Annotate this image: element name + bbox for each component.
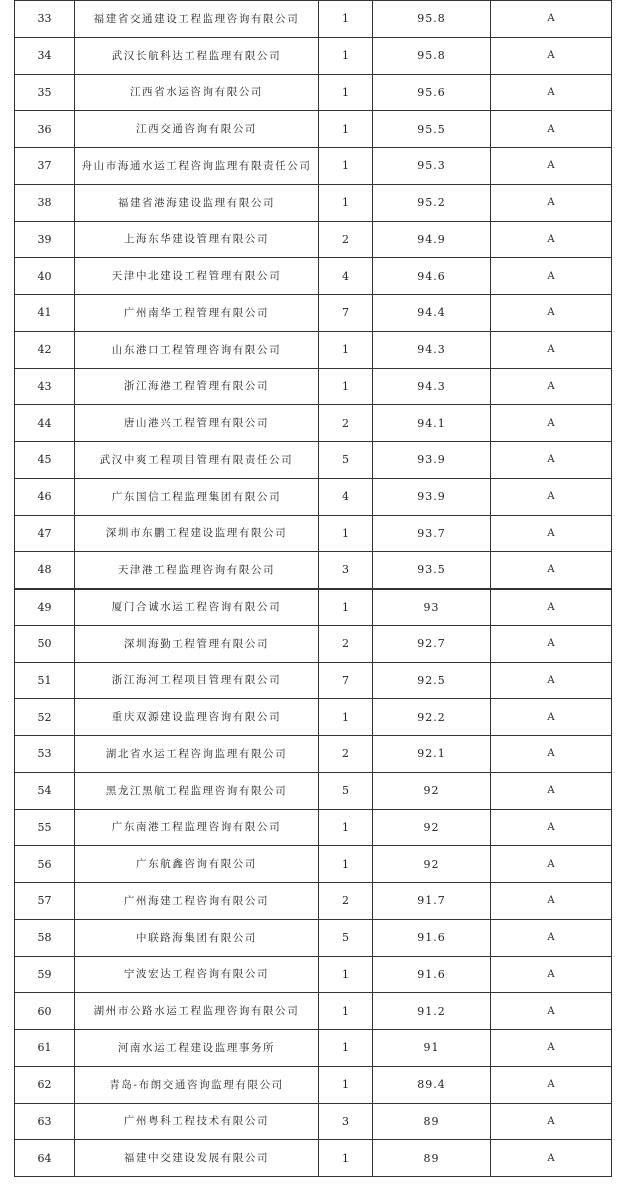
row-number: 43 [15, 368, 75, 405]
credit-grade: A [491, 442, 612, 479]
credit-grade: A [491, 552, 612, 589]
credit-grade: A [491, 1030, 612, 1067]
company-name: 湖北省水运工程咨询监理有限公司 [75, 736, 319, 773]
score: 92 [373, 809, 491, 846]
table-row [15, 442, 612, 479]
company-name: 青岛-布朗交通咨询监理有限公司 [75, 1066, 319, 1103]
score: 93.5 [373, 552, 491, 589]
row-number: 37 [15, 148, 75, 185]
project-count: 2 [319, 625, 373, 662]
credit-grade: A [491, 1066, 612, 1103]
score: 89 [373, 1103, 491, 1140]
company-name: 宁波宏达工程咨询有限公司 [75, 956, 319, 993]
table-row [15, 662, 612, 699]
credit-grade: A [491, 993, 612, 1030]
row-number: 38 [15, 184, 75, 221]
score: 95.2 [373, 184, 491, 221]
score: 95.6 [373, 74, 491, 111]
credit-grade: A [491, 772, 612, 809]
row-number: 39 [15, 221, 75, 258]
project-count: 1 [319, 515, 373, 552]
score: 92.7 [373, 625, 491, 662]
project-count: 1 [319, 368, 373, 405]
row-number: 62 [15, 1066, 75, 1103]
credit-grade: A [491, 368, 612, 405]
credit-grade: A [491, 625, 612, 662]
project-count: 7 [319, 295, 373, 332]
table-row [15, 919, 612, 956]
credit-grade: A [491, 148, 612, 185]
credit-grade: A [491, 184, 612, 221]
row-number: 48 [15, 552, 75, 589]
score: 95.8 [373, 37, 491, 74]
row-number: 42 [15, 331, 75, 368]
ranking-table-body [15, 1, 612, 1177]
project-count: 1 [319, 148, 373, 185]
company-name: 武汉中爽工程项目管理有限责任公司 [75, 442, 319, 479]
table-row [15, 1066, 612, 1103]
table-row [15, 74, 612, 111]
project-count: 1 [319, 1, 373, 38]
score: 91.6 [373, 956, 491, 993]
row-number: 60 [15, 993, 75, 1030]
credit-grade: A [491, 37, 612, 74]
table-row [15, 993, 612, 1030]
company-name: 浙江海河工程项目管理有限公司 [75, 662, 319, 699]
table-row [15, 295, 612, 332]
row-number: 56 [15, 846, 75, 883]
company-name: 广东航鑫咨询有限公司 [75, 846, 319, 883]
company-name: 江西交通咨询有限公司 [75, 111, 319, 148]
credit-grade: A [491, 699, 612, 736]
score: 94.9 [373, 221, 491, 258]
credit-grade: A [491, 956, 612, 993]
project-count: 1 [319, 956, 373, 993]
project-count: 5 [319, 772, 373, 809]
company-name: 中联路海集团有限公司 [75, 919, 319, 956]
company-name: 广州南华工程管理有限公司 [75, 295, 319, 332]
row-number: 53 [15, 736, 75, 773]
credit-grade: A [491, 809, 612, 846]
credit-grade: A [491, 1, 612, 38]
table-row [15, 184, 612, 221]
table-row [15, 258, 612, 295]
project-count: 1 [319, 37, 373, 74]
row-number: 57 [15, 883, 75, 920]
score: 94.1 [373, 405, 491, 442]
score: 91.2 [373, 993, 491, 1030]
credit-grade: A [491, 331, 612, 368]
score: 92 [373, 772, 491, 809]
credit-grade: A [491, 883, 612, 920]
score: 92.2 [373, 699, 491, 736]
company-name: 广州海建工程咨询有限公司 [75, 883, 319, 920]
table-row [15, 883, 612, 920]
project-count: 7 [319, 662, 373, 699]
project-count: 1 [319, 331, 373, 368]
row-number: 52 [15, 699, 75, 736]
project-count: 4 [319, 478, 373, 515]
row-number: 44 [15, 405, 75, 442]
company-name: 武汉长航科达工程监理有限公司 [75, 37, 319, 74]
score: 94.3 [373, 331, 491, 368]
score: 95.5 [373, 111, 491, 148]
row-number: 63 [15, 1103, 75, 1140]
row-number: 58 [15, 919, 75, 956]
company-name: 江西省水运咨询有限公司 [75, 74, 319, 111]
credit-grade: A [491, 662, 612, 699]
table-row [15, 699, 612, 736]
row-number: 64 [15, 1140, 75, 1177]
score: 92.1 [373, 736, 491, 773]
project-count: 1 [319, 111, 373, 148]
project-count: 1 [319, 699, 373, 736]
project-count: 5 [319, 442, 373, 479]
score: 93.9 [373, 478, 491, 515]
row-number: 40 [15, 258, 75, 295]
score: 91 [373, 1030, 491, 1067]
score: 92.5 [373, 662, 491, 699]
table-row [15, 368, 612, 405]
table-row [15, 1103, 612, 1140]
table-row [15, 331, 612, 368]
table-row [15, 221, 612, 258]
project-count: 3 [319, 552, 373, 589]
table-row [15, 478, 612, 515]
company-name: 广东国信工程监理集团有限公司 [75, 478, 319, 515]
table-row [15, 772, 612, 809]
score: 89.4 [373, 1066, 491, 1103]
company-name: 重庆双源建设监理咨询有限公司 [75, 699, 319, 736]
project-count: 2 [319, 736, 373, 773]
company-name: 福建省交通建设工程监理咨询有限公司 [75, 1, 319, 38]
row-number: 54 [15, 772, 75, 809]
company-name: 广东南港工程监理咨询有限公司 [75, 809, 319, 846]
credit-grade: A [491, 1103, 612, 1140]
project-count: 1 [319, 1030, 373, 1067]
table-row [15, 515, 612, 552]
row-number: 36 [15, 111, 75, 148]
credit-grade: A [491, 919, 612, 956]
table-row [15, 1140, 612, 1177]
score: 95.3 [373, 148, 491, 185]
score: 94.3 [373, 368, 491, 405]
ranking-table [14, 0, 612, 1177]
row-number: 50 [15, 625, 75, 662]
table-row [15, 956, 612, 993]
row-number: 51 [15, 662, 75, 699]
project-count: 3 [319, 1103, 373, 1140]
credit-grade: A [491, 478, 612, 515]
project-count: 2 [319, 405, 373, 442]
score: 94.4 [373, 295, 491, 332]
credit-grade: A [491, 1140, 612, 1177]
project-count: 2 [319, 221, 373, 258]
row-number: 47 [15, 515, 75, 552]
project-count: 1 [319, 993, 373, 1030]
row-number: 49 [15, 589, 75, 626]
credit-grade: A [491, 258, 612, 295]
table-row [15, 552, 612, 589]
table-row [15, 405, 612, 442]
credit-grade: A [491, 405, 612, 442]
score: 94.6 [373, 258, 491, 295]
row-number: 46 [15, 478, 75, 515]
company-name: 深圳市东鹏工程建设监理有限公司 [75, 515, 319, 552]
company-name: 山东港口工程管理咨询有限公司 [75, 331, 319, 368]
project-count: 5 [319, 919, 373, 956]
company-name: 唐山港兴工程管理有限公司 [75, 405, 319, 442]
row-number: 41 [15, 295, 75, 332]
company-name: 天津港工程监理咨询有限公司 [75, 552, 319, 589]
credit-grade: A [491, 589, 612, 626]
table-row [15, 1030, 612, 1067]
score: 93 [373, 589, 491, 626]
ranking-table-wrapper [14, 0, 611, 1177]
project-count: 1 [319, 809, 373, 846]
table-row [15, 148, 612, 185]
credit-grade: A [491, 846, 612, 883]
project-count: 1 [319, 1066, 373, 1103]
company-name: 厦门合诚水运工程咨询有限公司 [75, 589, 319, 626]
project-count: 2 [319, 883, 373, 920]
company-name: 广州粤科工程技术有限公司 [75, 1103, 319, 1140]
row-number: 61 [15, 1030, 75, 1067]
credit-grade: A [491, 295, 612, 332]
table-row [15, 846, 612, 883]
score: 93.7 [373, 515, 491, 552]
table-row [15, 589, 612, 626]
company-name: 深圳海勤工程管理有限公司 [75, 625, 319, 662]
company-name: 福建中交建设发展有限公司 [75, 1140, 319, 1177]
row-number: 33 [15, 1, 75, 38]
table-row [15, 625, 612, 662]
table-row [15, 809, 612, 846]
company-name: 黑龙江黑航工程监理咨询有限公司 [75, 772, 319, 809]
project-count: 1 [319, 74, 373, 111]
score: 91.7 [373, 883, 491, 920]
score: 89 [373, 1140, 491, 1177]
credit-grade: A [491, 74, 612, 111]
table-row [15, 37, 612, 74]
score: 92 [373, 846, 491, 883]
project-count: 4 [319, 258, 373, 295]
row-number: 34 [15, 37, 75, 74]
project-count: 1 [319, 589, 373, 626]
credit-grade: A [491, 736, 612, 773]
company-name: 河南水运工程建设监理事务所 [75, 1030, 319, 1067]
project-count: 1 [319, 1140, 373, 1177]
credit-grade: A [491, 111, 612, 148]
company-name: 上海东华建设管理有限公司 [75, 221, 319, 258]
row-number: 45 [15, 442, 75, 479]
company-name: 湖州市公路水运工程监理咨询有限公司 [75, 993, 319, 1030]
score: 93.9 [373, 442, 491, 479]
credit-grade: A [491, 515, 612, 552]
table-row [15, 1, 612, 38]
table-row [15, 736, 612, 773]
score: 91.6 [373, 919, 491, 956]
project-count: 1 [319, 184, 373, 221]
credit-grade: A [491, 221, 612, 258]
score: 95.8 [373, 1, 491, 38]
project-count: 1 [319, 846, 373, 883]
company-name: 浙江海港工程管理有限公司 [75, 368, 319, 405]
row-number: 59 [15, 956, 75, 993]
row-number: 55 [15, 809, 75, 846]
company-name: 福建省港海建设监理有限公司 [75, 184, 319, 221]
company-name: 舟山市海通水运工程咨询监理有限责任公司 [75, 148, 319, 185]
table-row [15, 111, 612, 148]
company-name: 天津中北建设工程管理有限公司 [75, 258, 319, 295]
row-number: 35 [15, 74, 75, 111]
